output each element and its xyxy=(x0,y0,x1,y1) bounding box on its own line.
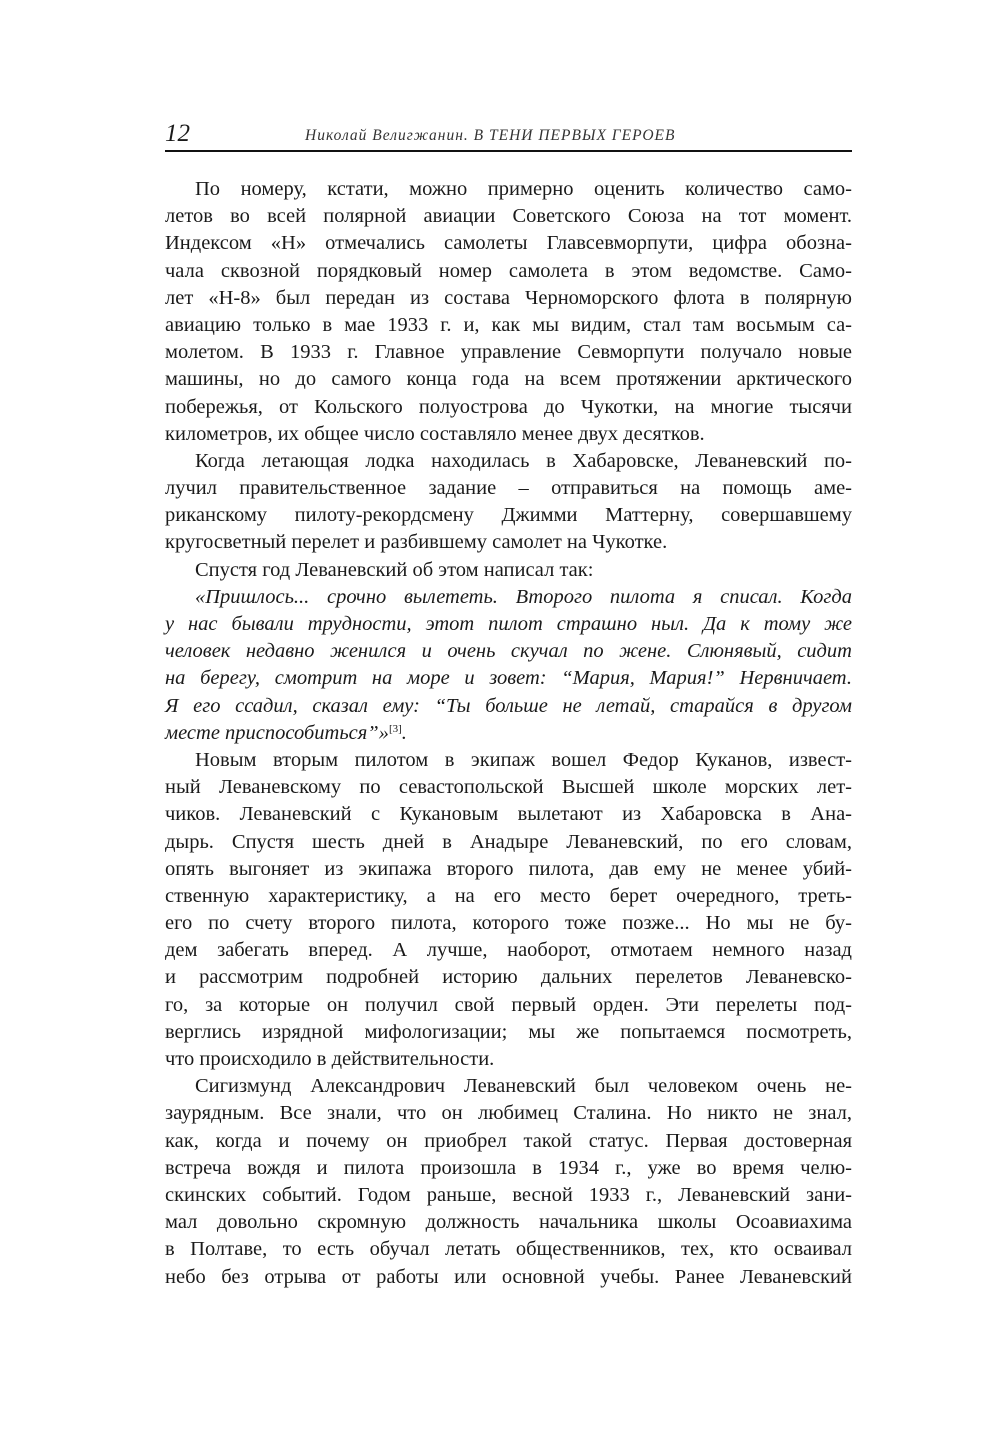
line-text: месте приспособиться”» xyxy=(165,721,389,744)
line-text: Я его ссадил, сказал ему: “Ты больше не летай, старайся в другом xyxy=(165,694,852,717)
line-text: машины, но до самого конца года на всем протяжении арктического xyxy=(165,368,852,391)
line-text: опять выгоняет из экипажа второго пилота, дав ему не менее убий- xyxy=(165,857,852,880)
text-line xyxy=(165,747,852,774)
text-line xyxy=(165,1046,852,1073)
line-text: дырь. Спустя шесть дней в Анадыре Леваневский, по его словам, xyxy=(165,830,852,853)
text-line xyxy=(165,529,852,556)
text-line xyxy=(165,366,852,393)
running-title: Николай Велигжанин. В ТЕНИ ПЕРВЫХ ГЕРОЕВ xyxy=(305,127,676,144)
line-text: го, за которые он получил свой первый орден. Эти перелеты под- xyxy=(165,993,852,1016)
line-text: По номеру, кстати, можно примерно оценить количество само- xyxy=(195,178,852,200)
line-text: человек недавно женился и очень скучал по жене. Слюнявый, сидит xyxy=(165,640,852,663)
line-text: и рассмотрим подробней историю дальних перелетов Леваневско- xyxy=(165,966,852,989)
line-text: ный Леваневскому по севастопольской Высшей школе морских лет- xyxy=(165,776,852,799)
text-line xyxy=(165,992,852,1019)
text-line xyxy=(165,964,852,991)
text-line xyxy=(165,910,852,937)
text-line xyxy=(165,258,852,285)
line-text: лучил правительственное задание – отправиться на помощь аме- xyxy=(165,477,852,500)
text-line xyxy=(165,339,852,366)
text-line xyxy=(165,1019,852,1046)
line-text: километров, их общее число составляло менее двух десятков. xyxy=(165,422,705,445)
line-text: чиков. Леваневский с Кукановым вылетают из Хабаровска в Ана- xyxy=(165,803,852,826)
text-line xyxy=(165,176,852,203)
line-text: дем забегать вперед. А лучше, наоборот, отмотаем немного назад xyxy=(165,939,852,962)
text-line xyxy=(165,801,852,828)
text-line xyxy=(165,1236,852,1263)
text-line xyxy=(165,557,852,584)
text-line xyxy=(165,285,852,312)
line-text: небо без отрыва от работы или основной учебы. Ранее Леваневский xyxy=(165,1265,852,1288)
line-text: у нас бывали трудности, этот пилот страшно ныл. Да к тому же xyxy=(165,613,852,635)
text-line xyxy=(165,720,852,747)
line-text: Сигизмунд Александрович Леваневский был человеком очень не- xyxy=(195,1075,852,1098)
line-text: Новым вторым пилотом в экипаж вошел Федор Куканов, извест- xyxy=(195,748,852,771)
line-text: его по счету второго пилота, которого тоже позже... Но мы не бу- xyxy=(165,912,852,935)
line-text: скинских событий. Годом раньше, весной 1933 г., Леваневский зани- xyxy=(165,1183,852,1206)
text-line xyxy=(165,937,852,964)
text-line xyxy=(165,1182,852,1209)
line-text: авиацию только в мае 1933 г. и, как мы видим, стал там восьмым са- xyxy=(165,313,852,336)
body-text xyxy=(165,176,852,1291)
text-line xyxy=(165,1100,852,1127)
line-text: что происходило в действительности. xyxy=(165,1048,495,1070)
line-text: как, когда и почему он приобрел такой статус. Первая достоверная xyxy=(165,1129,852,1152)
footnote-reference[interactable]: [3] xyxy=(388,722,402,735)
running-header xyxy=(165,118,852,152)
line-text: лет «Н-8» был передан из состава Черноморского флота в полярную xyxy=(165,286,852,309)
line-text: Индексом «Н» отмечались самолеты Главсевморпути, цифра обозна- xyxy=(165,232,852,255)
text-line xyxy=(165,665,852,692)
text-line xyxy=(165,883,852,910)
text-line xyxy=(165,448,852,475)
text-line xyxy=(165,312,852,339)
line-text: ственную характеристику, а на его место берет очередного, треть- xyxy=(165,884,852,907)
line-text: «Пришлось... срочно вылететь. Второго пилота я списал. Когда xyxy=(195,585,852,608)
text-line xyxy=(165,1209,852,1236)
text-line xyxy=(165,638,852,665)
text-line xyxy=(165,230,852,257)
line-text: Когда летающая лодка находилась в Хабаровске, Леваневский по- xyxy=(195,449,852,472)
text-line xyxy=(165,1073,852,1100)
line-text: риканскому пилоту-рекордсмену Джимми Маттерну, совершавшему xyxy=(165,504,852,527)
text-line xyxy=(165,1128,852,1155)
text-line xyxy=(165,584,852,611)
text-line xyxy=(165,856,852,883)
line-text: летов во всей полярной авиации Советского Союза на тот момент. xyxy=(165,205,852,228)
line-text: Спустя год Леваневский об этом написал так: xyxy=(195,558,594,581)
line-text: кругосветный перелет и разбившему самолет на Чукотке. xyxy=(165,531,668,554)
line-text: чала сквозной порядковый номер самолета в этом ведомстве. Само- xyxy=(165,259,852,282)
line-text: на берегу, смотрит на море и зовет: “Мария, Мария!” Нервничает. xyxy=(165,667,852,690)
page-number: 12 xyxy=(165,120,190,147)
text-line xyxy=(165,475,852,502)
text-line xyxy=(165,774,852,801)
text-line xyxy=(165,394,852,421)
line-text-end: . xyxy=(401,721,407,744)
text-line xyxy=(165,421,852,448)
text-line xyxy=(165,693,852,720)
text-line xyxy=(165,203,852,230)
text-line xyxy=(165,1155,852,1182)
line-text: в Полтаве, то есть обучал летать общественников, тех, кто осваивал xyxy=(165,1238,852,1261)
text-line xyxy=(165,611,852,638)
line-text: молетом. В 1933 г. Главное управление Севморпути получало новые xyxy=(165,341,852,364)
line-text: мал довольно скромную должность начальника школы Осоавиахима xyxy=(165,1211,852,1234)
text-line xyxy=(165,502,852,529)
line-text: заурядным. Все знали, что он любимец Сталина. Но никто не знал, xyxy=(165,1102,852,1125)
line-text: встреча вождя и пилота произошла в 1934 г., уже во время челю- xyxy=(165,1156,852,1179)
line-text: побережья, от Кольского полуострова до Чукотки, на многие тысячи xyxy=(165,395,852,418)
text-line xyxy=(165,829,852,856)
text-line xyxy=(165,1264,852,1291)
line-text: верглись изрядной мифологизации; мы же попытаемся посмотреть, xyxy=(165,1020,852,1043)
